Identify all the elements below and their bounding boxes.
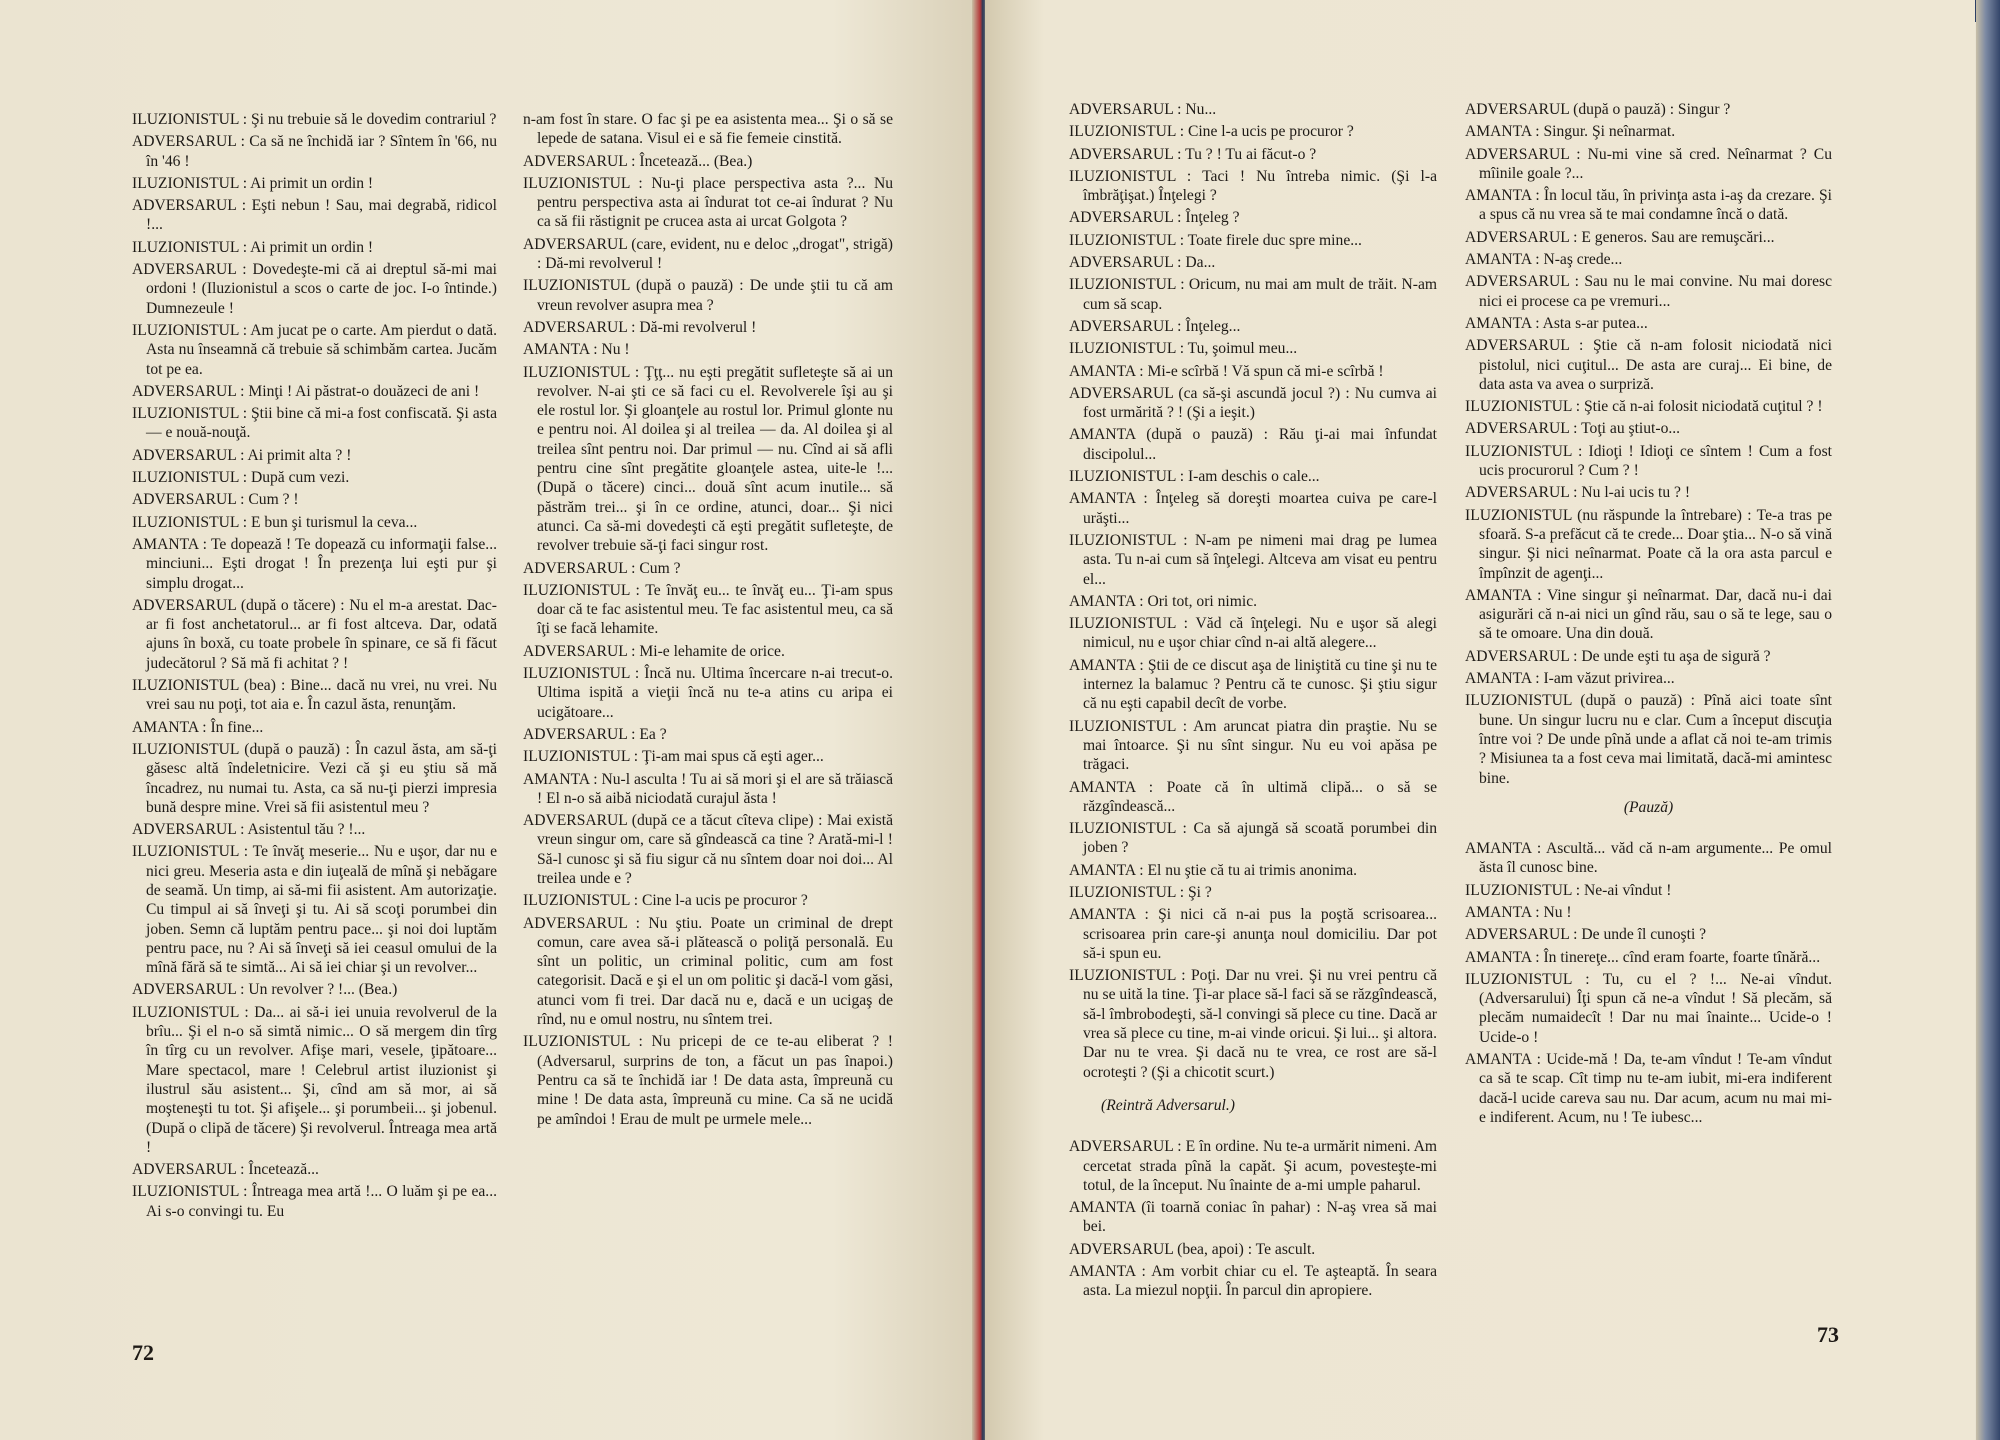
dialogue-line: ADVERSARUL : Dă-mi revolverul ! [523, 318, 757, 336]
dialogue-line: AMANTA : Nu ! [523, 341, 630, 359]
dialogue-line: ADVERSARUL : Mi-e lehamite de orice. [523, 642, 785, 660]
dialogue-line: ADVERSARUL : Nu-mi vine să cred. Neînarmat ? Cu mîinile goale ?... [1465, 145, 1832, 182]
dialogue-line: ADVERSARUL : Dovedeşte-mi că ai dreptul să-mi mai ordoni ! (Iluzionistul a scos o carte de joc. I-o întinde.) Dumnezeule ! [132, 261, 497, 317]
dialogue-line: ILUZIONISTUL : Toate firele duc spre mine... [1069, 231, 1362, 249]
dialogue-line: ADVERSARUL : Asistentul tău ? !... [132, 821, 366, 839]
right-page-column-2 [1465, 100, 1832, 1130]
dialogue-line: ADVERSARUL (după o pauză) : Singur ? [1465, 101, 1731, 118]
dialogue-line: AMANTA : Şi nici că n-ai pus la poştă scrisoarea... scrisoarea prin care-şi anunţa noul domiciliu. Dar pot să-i spun eu. [1069, 906, 1437, 962]
dialogue-line: ILUZIONISTUL (după o pauză) : În cazul ăsta, am să-ţi găsesc altă îndeletnicire. Vezi că şi eu ştiu să mă încadrez, nu numai tu. Asta, ca să nu-ţi pierzi impresia bună despre mine. Vrei să fii asistentul meu ? [132, 740, 497, 816]
dialogue-line: AMANTA : Ori tot, ori nimic. [1069, 592, 1258, 610]
dialogue-line: ADVERSARUL : Ca să ne închidă iar ? Sîntem în '66, nu în '46 ! [132, 133, 497, 170]
dialogue-line: ILUZIONISTUL : Ţi-am mai spus că eşti ager... [523, 748, 824, 766]
right-page-column-1 [1069, 100, 1437, 1304]
dialogue-line: ADVERSARUL : Încetează... (Bea.) [523, 152, 753, 170]
dialogue-line: ILUZIONISTUL : Tu, şoimul meu... [1069, 340, 1298, 358]
dialogue-line: ILUZIONISTUL : N-am pe nimeni mai drag pe lumea asta. Tu n-ai cum să înţelegi. Altceva am visat eu pentru el... [1069, 531, 1437, 588]
dialogue-line: ILUZIONISTUL (nu răspunde la întrebare) : Te-a tras pe sfoară. S-a prefăcut că te crede... Doar ştia... N-o să vină singur. Şi nici neînarmat. Poate că la ora asta parcul e împînzit de agenţi... [1465, 506, 1832, 582]
dialogue-line: ILUZIONISTUL : Cine l-a ucis pe procuror ? [523, 892, 808, 910]
dialogue-line: ADVERSARUL : Eşti nebun ! Sau, mai degrabă, ridicol !... [132, 197, 497, 234]
dialogue-line: ILUZIONISTUL : Te învăţ meserie... Nu e uşor, dar nu e nici greu. Meseria asta e din iuţeală de mînă şi nebăgare de seamă. Un timp, ai să-mi fii asistent. Am autorizaţie. Cu timpul ai să înveţi şi tu. Ai să scoţi porumbei din joben. Semn că luptăm pentru pace... şi noi doi luptăm pentru pace, nu ? Ai să înveţi să iei ceasul omului de la mînă fără să te simtă... Ai să iei chiar şi un revolver... [132, 843, 497, 977]
dialogue-line: AMANTA : Singur. Şi neînarmat. [1465, 123, 1676, 141]
dialogue-line: ADVERSARUL : Minţi ! Ai păstrat-o douăzeci de ani ! [132, 382, 480, 400]
dialogue-line: ADVERSARUL : Cum ? [523, 559, 681, 577]
dialogue-line: ILUZIONISTUL : Da... ai să-i iei unuia revolverul de la brîu... Şi el n-o să simtă nimic... O să mergem din tîrg în tîrg cu un revolver. Afişe mari, vesele, ţipătoare... Mare spectacol, mare ! Celebrul artist iluzionist şi ilustrul său asistent... Şi, cînd am să mor, ai să moşteneşti tu tot. Şi afişele... şi porumbeii... şi jobenul. (După o clipă de tăcere) Şi revolverul. Întreaga mea artă ! [132, 1003, 497, 1156]
dialogue-line: AMANTA : Ştii de ce discut aşa de liniştită cu tine şi nu te internez la balamuc ? Pentru că te cunosc. Şi ştiu sigur că nu eşti capabil decît de vorbe. [1069, 656, 1437, 713]
dialogue-line: ILUZIONISTUL (după o pauză) : De unde ştii tu că am vreun revolver asupra mea ? [523, 277, 893, 314]
dialogue-line: ADVERSARUL : Un revolver ? !... (Bea.) [132, 981, 398, 999]
left-page-column-1 [132, 110, 497, 1224]
dialogue-line: ILUZIONISTUL : Ne-ai vîndut ! [1465, 881, 1672, 899]
dialogue-line: AMANTA : Nu-l asculta ! Tu ai să mori şi el are să trăiască ! El n-o să aibă niciodată curajul ăsta ! [523, 770, 893, 807]
dialogue-line: AMANTA : În locul tău, în privinţa asta i-aş da crezare. Şi a spus că nu vrea să te mai condamne încă o dată. [1465, 187, 1832, 224]
dialogue-line: AMANTA : Mi-e scîrbă ! Vă spun că mi-e scîrbă ! [1069, 362, 1384, 380]
dialogue-line: ADVERSARUL (după o tăcere) : Nu el m-a arestat. Dac-ar fi fost anchetatorul... ar fi fost altceva. Dar, odată ajuns în boxă, cu toate probele în spinare, ce să fi făcut judecătorul ? Să mă fi achitat ? ! [132, 596, 497, 672]
dialogue-line: ADVERSARUL : De unde eşti tu aşa de sigură ? [1465, 647, 1771, 665]
book-cover-side-edge [1976, 0, 2000, 1440]
dialogue-line: ADVERSARUL : Nu... [1069, 101, 1217, 118]
dialogue-line: ILUZIONISTUL : Şi nu trebuie să le dovedim contrariul ? [132, 111, 497, 128]
dialogue-line: ILUZIONISTUL : Ştii bine că mi-a fost confiscată. Şi asta — e nouă-nouţă. [132, 405, 497, 442]
dialogue-line: ILUZIONISTUL : Ştie că n-ai folosit niciodată cuţitul ? ! [1465, 398, 1823, 416]
dialogue-line: AMANTA : Am vorbit chiar cu el. Te aşteaptă. În seara asta. La miezul nopţii. În parcul din apropiere. [1069, 1263, 1437, 1300]
dialogue-line: ILUZIONISTUL : E bun şi turismul la ceva... [132, 513, 418, 531]
dialogue-line: AMANTA : Asta s-ar putea... [1465, 314, 1648, 332]
dialogue-line: ADVERSARUL : Înţeleg ? [1069, 209, 1240, 227]
left-page-column-2 [523, 110, 893, 1132]
dialogue-line: ILUZIONISTUL (după o pauză) : Pînă aici toate sînt bune. Un singur lucru nu e clar. Cum a început discuţia între voi ? De unde pînă unde a aflat că noi te-am trimis ? Misiunea ta a fost ceva mai limitată, dacă-mi amintesc bine. [1465, 692, 1832, 787]
dialogue-line: AMANTA : Vine singur şi neînarmat. Dar, dacă nu-i dai asigurări că n-ai nici un gînd rău, sau o să te lege, sau o să te omoare. Una din două. [1465, 586, 1832, 643]
dialogue-line: ILUZIONISTUL : După cum vezi. [132, 469, 350, 487]
left-page [0, 0, 978, 1440]
dialogue-line: ADVERSARUL : Ea ? [523, 725, 667, 743]
dialogue-line: ILUZIONISTUL : Am aruncat piatra din praştie. Nu se mai întoarce. Şi nu sînt singur. Nu eu voi apăsa pe trăgaci. [1069, 717, 1437, 774]
dialogue-line: ILUZIONISTUL : Tu, cu el ? !... Ne-ai vîndut. (Adversarului) Îţi spun că ne-a vîndut ! Să plecăm, să plecăm numaidecît ! Dar nu mai înainte... Ucide-o ! Ucide-o ! [1465, 970, 1832, 1046]
dialogue-line: ADVERSARUL : Nu l-ai ucis tu ? ! [1465, 484, 1691, 502]
dialogue-line: (Reintră Adversarul.) [1101, 1096, 1235, 1114]
dialogue-line: ADVERSARUL : Ai primit alta ? ! [132, 446, 352, 464]
dialogue-line: ADVERSARUL (care, evident, nu e deloc „drogat", strigă) : Dă-mi revolverul ! [523, 235, 893, 273]
dialogue-line: (Pauză) [1623, 798, 1674, 816]
dialogue-line: ILUZIONISTUL : Idioţi ! Idioţi ce sîntem ! Cum a fost ucis procurorul ? Cum ? ! [1465, 442, 1832, 480]
dialogue-line: ILUZIONISTUL : Ţţţ... nu eşti pregătit sufleteşte să ai un revolver. N-ai şti ce să faci cu el. Revolverele îşi au şi ele rostul lor. Şi gloanţele au rostul lor. Primul glonte nu e pentru noi. Al doilea şi al treilea — da. Al doilea şi al treilea sînt pentru noi. Dar primul — nu. Cînd ai să afli pentru cine sînt pregătite gloanţele astea, uite-le !... (După o tăcere) cinci... două sînt acum inutile... să păstrăm trei... şi în ce ordine, atunci, doar... Şi nici atunci. Ca să-mi dovedeşti că eşti pregătit sufleteşte, de revolver trebuie să-ţi faci singur rost. [523, 363, 893, 555]
page-number: 73 [1817, 1322, 1839, 1347]
dialogue-line: AMANTA : Înţeleg să doreşti moartea cuiva pe care-l urăşti... [1069, 490, 1437, 527]
dialogue-line: AMANTA : N-aş crede... [1465, 251, 1623, 269]
dialogue-line: AMANTA : În tinereţe... cînd eram foarte, foarte tînără... [1465, 948, 1821, 966]
dialogue-line: ADVERSARUL (ca să-şi ascundă jocul ?) : Nu cumva ai fost urmărită ? ! (Şi a ieşit.) [1069, 384, 1437, 422]
dialogue-line: ADVERSARUL : Da... [1069, 254, 1216, 272]
dialogue-line: AMANTA : Ascultă... văd că n-am argumente... Pe omul ăsta îl cunosc bine. [1465, 840, 1832, 877]
dialogue-line: AMANTA (după o pauză) : Rău ţi-ai mai înfundat discipolul... [1069, 426, 1437, 463]
dialogue-line: ILUZIONISTUL : Te învăţ eu... te învăţ eu... Ţi-am spus doar că te fac asistentul meu. Te fac asistentul meu, ca să îţi se facă lehamite. [523, 581, 893, 638]
dialogue-line: ILUZIONISTUL : Şi ? [1069, 883, 1212, 901]
dialogue-line: ADVERSARUL : Sau nu le mai convine. Nu mai doresc nici ei procese ca pe vremuri... [1465, 273, 1832, 310]
dialogue-line: ADVERSARUL (bea, apoi) : Te ascult. [1069, 1240, 1316, 1258]
dialogue-line: ILUZIONISTUL : Taci ! Nu întreba nimic. (Şi l-a îmbrăţişat.) Înţelegi ? [1069, 167, 1437, 205]
dialogue-line: AMANTA : El nu ştie că tu ai trimis anonima. [1069, 861, 1358, 879]
dialogue-line: ILUZIONISTUL : Văd că înţelegi. Nu e uşor să alegi nimicul, nu e uşor chiar cînd n-ai altă alegere... [1069, 615, 1437, 652]
dialogue-line: ADVERSARUL : Tu ? ! Tu ai făcut-o ? [1069, 145, 1317, 163]
dialogue-line: ADVERSARUL : Ştie că n-am folosit niciodată nici pistolul, nici cuţitul... De asta are curaj... Ei bine, de data asta va avea o surpriză. [1465, 337, 1832, 393]
dialogue-line: ADVERSARUL (după ce a tăcut cîteva clipe) : Mai există vreun singur om, care să gîndească ca tine ? Arată-mi-l ! Să-l cunosc şi să fiu sigur că nu sîntem doar noi doi... Al treilea unde e ? [523, 812, 893, 887]
dialogue-line: AMANTA : Te dopează ! Te dopează cu informaţii false... minciuni... Eşti drogat ! În prezenţa lui eşti pur şi simplu drogat... [132, 535, 497, 592]
dialogue-line: AMANTA : Ucide-mă ! Da, te-am vîndut ! Te-am vîndut ca să te scap. Cît timp nu te-am iubit, mi-era indiferent dacă-l ucide careva sau nu. Dar acum, acum nu mai mi-e indiferent. Acum, nu ! Te iubesc... [1465, 1051, 1832, 1126]
dialogue-line: ADVERSARUL : Cum ? ! [132, 491, 299, 509]
dialogue-line: ILUZIONISTUL (bea) : Bine... dacă nu vrei, nu vrei. Nu vrei sau nu poţi, tot aia e. În cazul ăsta, renunţăm. [132, 677, 497, 714]
dialogue-line: ADVERSARUL : Înţeleg... [1069, 317, 1241, 335]
dialogue-line: AMANTA : I-am văzut privirea... [1465, 670, 1675, 688]
right-page [985, 0, 1975, 1440]
dialogue-line: ILUZIONISTUL : Ca să ajungă să scoată porumbei din joben ? [1069, 820, 1437, 857]
dialogue-line: ILUZIONISTUL : Ai primit un ordin ! [132, 174, 374, 192]
dialogue-line: ADVERSARUL : Nu ştiu. Poate un criminal de drept comun, care avea să-i plătească o poliţă personală. Eu sînt un politic, un criminal politic, cum am fost categorisit. Dacă e şi el un om politic şi dacă-l vom găsi, atunci vom fi trei. Dar dacă nu e, dacă e un ucigaş de rînd, nu e omul nostru, nu sîntem trei. [523, 914, 893, 1029]
dialogue-line: AMANTA : În fine... [132, 718, 264, 736]
dialogue-line: ILUZIONISTUL : Întreaga mea artă !... O luăm şi pe ea... Ai s-o convingi tu. Eu [132, 1183, 497, 1220]
dialogue-line: n-am fost în stare. O fac şi pe ea asistenta mea... Şi o să se lepede de satana. Visul ei e să fie femeie cinstită. [523, 111, 893, 148]
dialogue-line: ILUZIONISTUL : Poţi. Dar nu vrei. Şi nu vrei pentru că nu se uită la tine. Ţi-ar place să-l faci să se răzgîndească, să-l îmbrobodeşti, să-l convingi să plece cu tine. Dacă ar vrea să plece cu tine, m-ai vinde oricui. Şi lui... şi altora. Dar nu te vrea. Şi dacă nu te vrea, ce rost are să-l ocroteşti ? (Şi a chicotit scurt.) [1069, 967, 1437, 1081]
dialogue-line: ADVERSARUL : E în ordine. Nu te-a urmărit nimeni. Am cercetat strada pînă la capăt. Şi acum, povesteşte-mi totul, de la început. Nu înainte de a-mi umple paharul. [1069, 1138, 1437, 1194]
dialogue-line: ILUZIONISTUL : Încă nu. Ultima încercare n-ai trecut-o. Ultima ispită a vieţii încă nu te-a atins cu aripa ei ucigătoare... [523, 665, 893, 721]
dialogue-line: ADVERSARUL : Toţi au ştiut-o... [1465, 420, 1681, 438]
dialogue-line: ILUZIONISTUL : Nu pricepi de ce te-au eliberat ? ! (Adversarul, surprins de ton, a făcut un pas înapoi.) Pentru ca să te închidă iar ! De data asta, împreună cu mine ! De data asta, împreună cu mine. Ca să ne ucidă pe amîndoi ! Erau de mult pe urmele mele... [523, 1033, 893, 1128]
dialogue-line: AMANTA : Poate că în ultimă clipă... o să se răzgîndească... [1069, 778, 1437, 815]
dialogue-line: ILUZIONISTUL : Ai primit un ordin ! [132, 238, 374, 256]
dialogue-line: ADVERSARUL : Încetează... [132, 1161, 319, 1179]
dialogue-line: ILUZIONISTUL : I-am deschis o cale... [1069, 468, 1320, 486]
page-number: 72 [132, 1340, 154, 1365]
dialogue-line: AMANTA : Nu ! [1465, 903, 1572, 921]
dialogue-line: ILUZIONISTUL : Oricum, nu mai am mult de trăit. N-am cum să scap. [1069, 276, 1437, 313]
dialogue-line: ILUZIONISTUL : Nu-ţi place perspectiva asta ?... Nu pentru perspectiva asta ai îndurat tot ce-ai îndurat ? Nu ca să fii răstignit pe crucea asta ai urcat Golgota ? [523, 174, 893, 231]
dialogue-line: ADVERSARUL : E generos. Sau are remuşcări... [1465, 228, 1775, 246]
dialogue-line: AMANTA (îi toarnă coniac în pahar) : N-aş vrea să mai bei. [1069, 1199, 1437, 1236]
dialogue-line: ILUZIONISTUL : Am jucat pe o carte. Am pierdut o dată. Asta nu înseamnă că trebuie să schimbăm cartea. Jucăm tot pe ea. [132, 321, 497, 378]
dialogue-line: ADVERSARUL : De unde îl cunoşti ? [1465, 926, 1707, 944]
dialogue-line: ILUZIONISTUL : Cine l-a ucis pe procuror ? [1069, 123, 1354, 141]
